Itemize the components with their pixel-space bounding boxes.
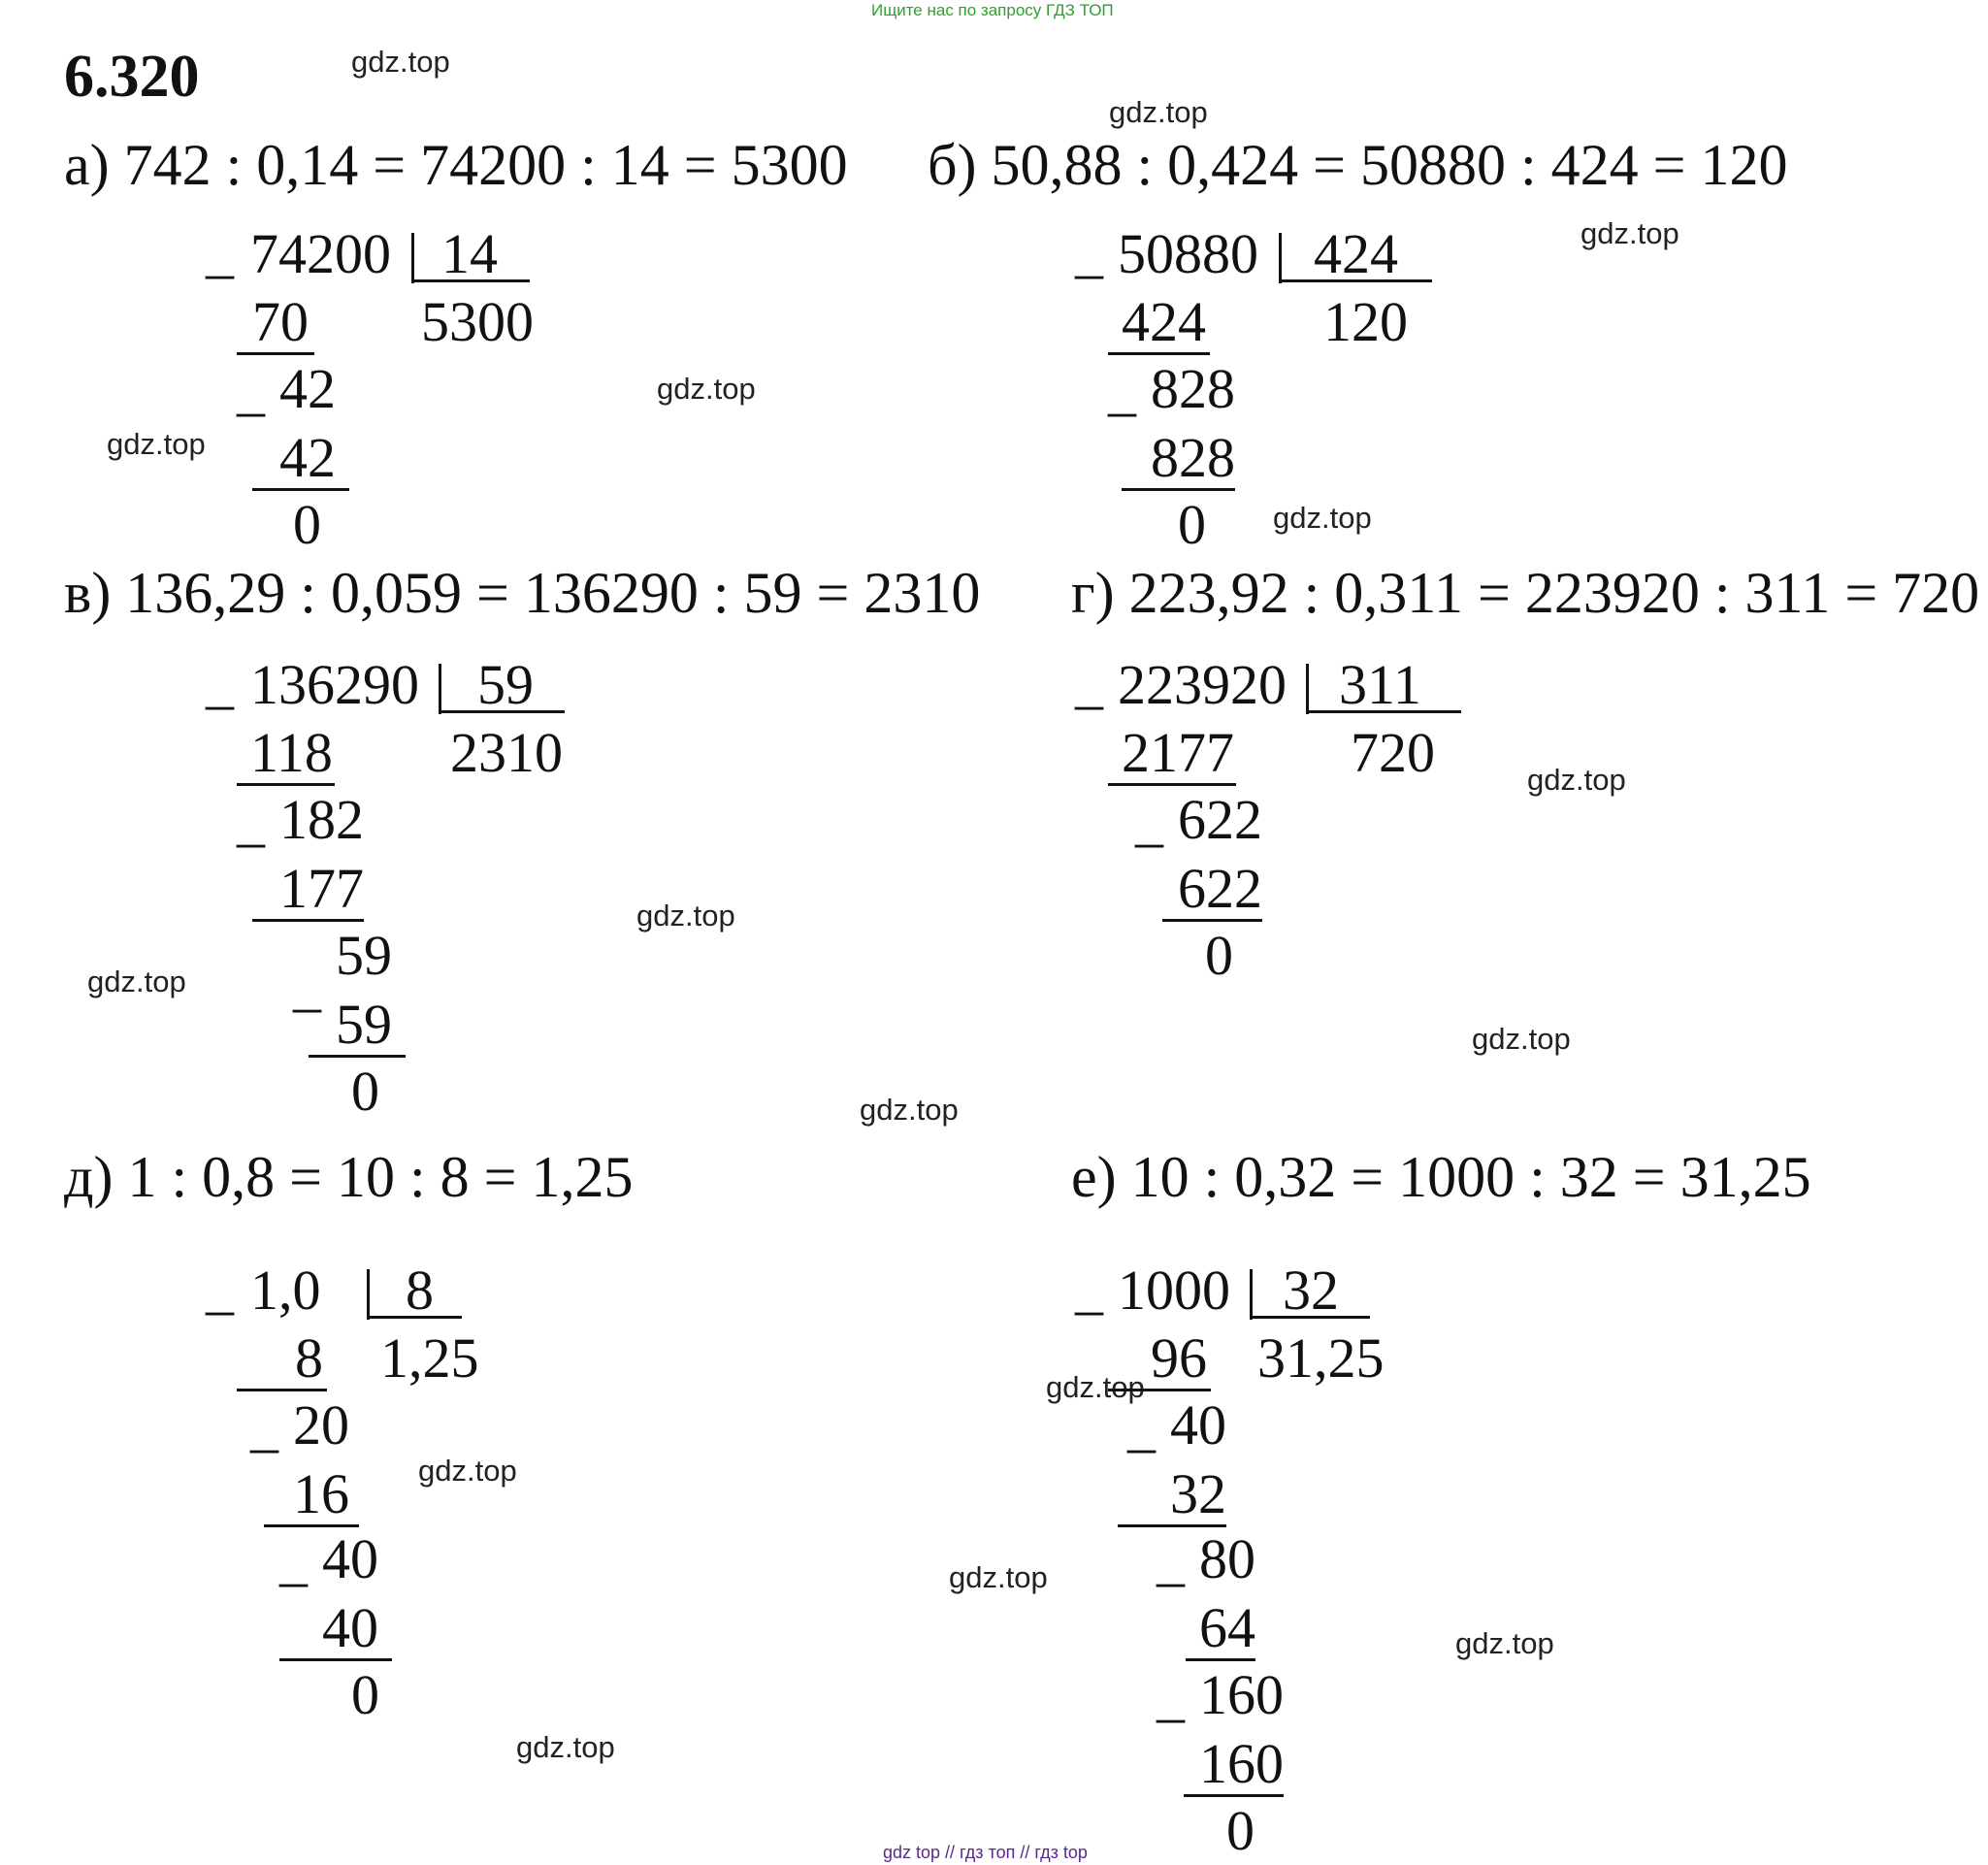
step-subtrahend: 64: [1186, 1600, 1255, 1661]
equation-e: е) 10 : 0,32 = 1000 : 32 = 31,25: [1071, 1145, 1811, 1209]
watermark: gdz.top: [1527, 763, 1626, 797]
minus-sign: _: [206, 221, 234, 284]
step-subtrahend: 59: [309, 997, 406, 1058]
equation-v: в) 136,29 : 0,059 = 136290 : 59 = 2310: [64, 561, 981, 625]
dividend: 1,0: [250, 1259, 321, 1322]
step-remainder: 59: [336, 924, 392, 987]
watermark: gdz.top: [351, 45, 450, 79]
step-remainder: 42: [279, 357, 336, 420]
division-bar: [1250, 1269, 1253, 1320]
division-bar: [439, 664, 441, 714]
divisor: 14: [441, 222, 498, 285]
divisor: 424: [1314, 222, 1398, 285]
step-result: 0: [293, 493, 321, 556]
step-subtrahend: 40: [279, 1600, 392, 1661]
minus-sign: _: [1075, 652, 1103, 715]
step-remainder: 40: [1170, 1393, 1226, 1456]
step-subtrahend: 16: [264, 1466, 359, 1527]
minus-sign: _: [1127, 1395, 1156, 1458]
step-remainder: 160: [1199, 1663, 1284, 1726]
step-subtrahend: 160: [1184, 1736, 1284, 1797]
watermark: gdz.top: [949, 1560, 1048, 1594]
step-subtrahend: 32: [1118, 1466, 1226, 1527]
watermark: gdz.top: [418, 1454, 517, 1488]
step-subtrahend: 424: [1108, 294, 1210, 355]
divisor: 8: [406, 1259, 434, 1322]
minus-sign: _: [1108, 359, 1136, 422]
step-result: 0: [351, 1663, 379, 1726]
minus-sign: _: [1075, 221, 1103, 284]
watermark: gdz.top: [87, 965, 186, 998]
dividend: 223920: [1118, 653, 1287, 716]
quotient: 120: [1323, 290, 1408, 353]
minus-sign: _: [206, 652, 234, 715]
step-remainder: 80: [1199, 1527, 1255, 1590]
division-bar: [1279, 233, 1282, 283]
minus-sign: _: [1157, 1665, 1185, 1728]
watermark: gdz.top: [1581, 216, 1679, 250]
minus-sign: _: [1157, 1529, 1185, 1592]
dividend: 74200: [250, 222, 391, 285]
watermark: gdz.top: [1273, 501, 1372, 535]
watermark: gdz.top: [1472, 1022, 1571, 1056]
divisor: 32: [1283, 1259, 1339, 1322]
step-subtrahend: 177: [252, 861, 364, 922]
quotient: 720: [1351, 721, 1435, 784]
watermark: gdz.top: [860, 1093, 959, 1127]
step-subtrahend: 622: [1162, 861, 1262, 922]
equation-g: г) 223,92 : 0,311 = 223920 : 311 = 720: [1071, 561, 1980, 625]
minus-sign: _: [293, 955, 321, 1018]
step-remainder: 20: [293, 1393, 349, 1456]
minus-sign: _: [250, 1395, 278, 1458]
watermark: gdz.top: [516, 1730, 615, 1764]
minus-sign: _: [279, 1529, 308, 1592]
step-result: 0: [1205, 924, 1233, 987]
watermark: gdz.top: [657, 372, 756, 406]
step-result: 0: [1226, 1799, 1255, 1862]
step-remainder: 40: [322, 1527, 378, 1590]
watermark: gdz.top: [636, 899, 735, 932]
step-subtrahend: 118: [237, 725, 335, 786]
footer-links: gdz top // гдз топ // гдз top: [883, 1843, 1088, 1862]
divisor: 59: [477, 653, 534, 716]
equation-a: а) 742 : 0,14 = 74200 : 14 = 5300: [64, 133, 848, 197]
step-subtrahend: 828: [1122, 430, 1235, 491]
minus-sign: _: [1075, 1258, 1103, 1321]
watermark: gdz.top: [107, 427, 206, 461]
equation-d: д) 1 : 0,8 = 10 : 8 = 1,25: [64, 1145, 634, 1209]
search-banner: Ищите нас по запросу ГДЗ ТОП: [871, 1, 1114, 19]
exercise-number: 6.320: [64, 44, 200, 110]
minus-sign: _: [237, 359, 265, 422]
quotient: 2310: [450, 721, 563, 784]
step-subtrahend: 8: [237, 1330, 327, 1391]
minus-sign: _: [1135, 790, 1163, 853]
dividend: 50880: [1118, 222, 1258, 285]
minus-sign: _: [206, 1258, 234, 1321]
step-remainder: 622: [1178, 788, 1262, 851]
divisor: 311: [1339, 653, 1421, 716]
step-result: 0: [351, 1060, 379, 1123]
quotient: 5300: [421, 290, 534, 353]
division-bar: [411, 233, 414, 283]
step-remainder: 828: [1151, 357, 1235, 420]
quotient: 31,25: [1257, 1326, 1385, 1390]
step-subtrahend: 2177: [1108, 725, 1236, 786]
division-bar: [367, 1269, 370, 1320]
step-subtrahend: 96: [1108, 1330, 1211, 1391]
step-subtrahend: 42: [252, 430, 349, 491]
dividend: 1000: [1118, 1259, 1230, 1322]
watermark: gdz.top: [1455, 1626, 1554, 1660]
watermark: gdz.top: [1046, 1370, 1145, 1404]
step-remainder: 182: [279, 788, 364, 851]
step-subtrahend: 70: [237, 294, 314, 355]
minus-sign: _: [237, 790, 265, 853]
quotient: 1,25: [380, 1326, 479, 1390]
watermark: gdz.top: [1109, 95, 1208, 129]
step-result: 0: [1178, 493, 1206, 556]
equation-b: б) 50,88 : 0,424 = 50880 : 424 = 120: [928, 133, 1788, 197]
dividend: 136290: [250, 653, 419, 716]
division-bar: [1306, 664, 1309, 714]
